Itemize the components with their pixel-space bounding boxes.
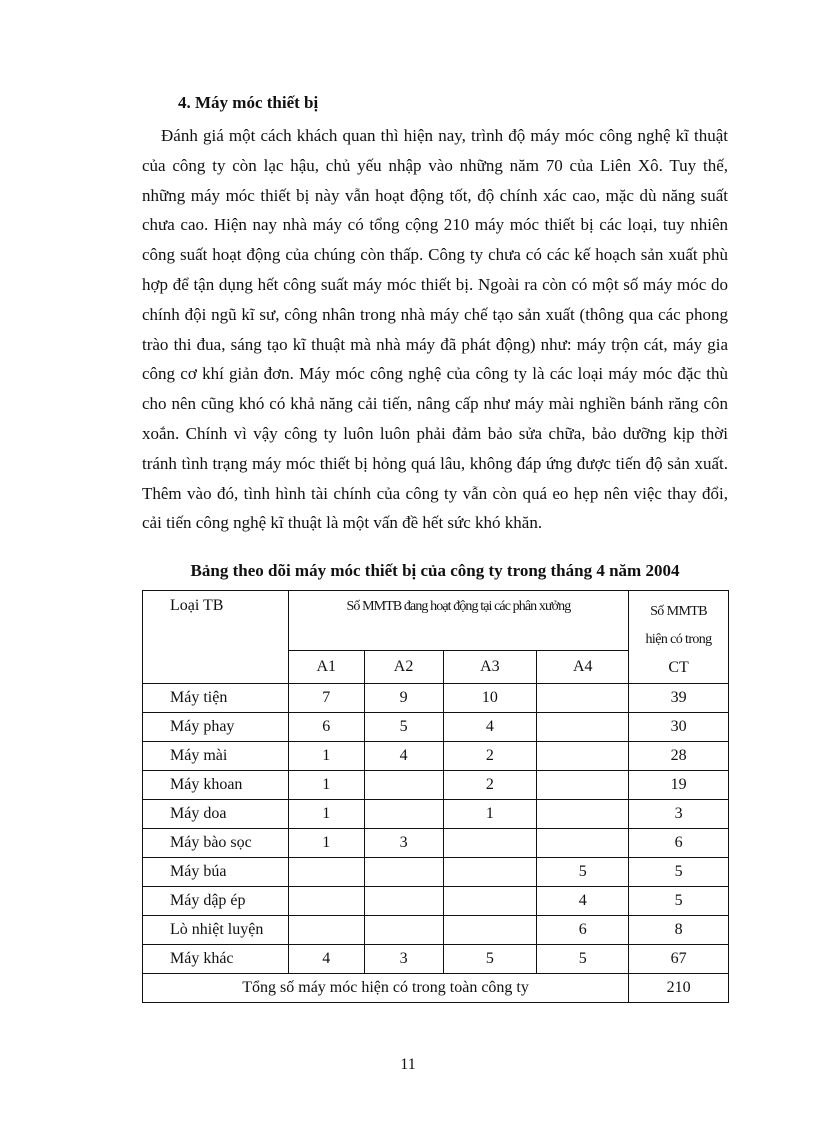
count-a2: 3 bbox=[364, 945, 443, 974]
count-a1 bbox=[288, 858, 364, 887]
count-total: 3 bbox=[629, 800, 729, 829]
header-total-line-2: hiện có trong bbox=[645, 632, 712, 647]
count-a2 bbox=[364, 771, 443, 800]
equipment-name: Máy tiện bbox=[143, 684, 289, 713]
count-a1 bbox=[288, 916, 364, 945]
table-caption: Bảng theo dõi máy móc thiết bị của công ty trong tháng 4 năm 2004 bbox=[190, 561, 680, 580]
count-a2: 9 bbox=[364, 684, 443, 713]
count-total: 30 bbox=[629, 713, 729, 742]
table-footer-row bbox=[143, 974, 729, 1003]
header-total-line-3: CT bbox=[668, 659, 689, 676]
count-a3: 2 bbox=[443, 771, 537, 800]
count-a1: 1 bbox=[288, 800, 364, 829]
count-a3: 2 bbox=[443, 742, 537, 771]
equipment-name: Lò nhiệt luyện bbox=[143, 916, 289, 945]
equipment-name: Máy mài bbox=[143, 742, 289, 771]
count-a4 bbox=[537, 713, 629, 742]
count-a3 bbox=[443, 916, 537, 945]
count-a2 bbox=[364, 858, 443, 887]
table-row bbox=[143, 916, 729, 945]
count-a4 bbox=[537, 742, 629, 771]
count-a1: 1 bbox=[288, 742, 364, 771]
body-paragraph-text: Đánh giá một cách khách quan thì hiện nay, trình độ máy móc công nghệ kĩ thuật của công ty còn lạc hậu, chủ yếu nhập vào những năm 70 của Liên Xô. Tuy thế, những máy móc thiết bị này vẫn hoạt động tốt, độ chính xác cao, mặc dù năng suất chưa cao. Hiện nay nhà máy có tổng cộng 210 máy móc thiết bị các loại, tuy nhiên công suất hoạt động của chúng còn thấp. Công ty chưa có các kế hoạch sản xuất phù hợp để tận dụng hết công suất máy móc thiết bị. Ngoài ra còn có một số máy móc do chính đội ngũ kĩ sư, công nhân trong nhà máy chế tạo sản xuất (thông qua các phong trào thi đua, sáng tạo kĩ thuật mà nhà máy đã phát động) như: máy trộn cát, máy gia công cơ khí giản đơn. Máy móc công nghệ của công ty là các loại máy móc đặc thù cho nên cũng khó có khả năng cải tiến, nâng cấp như máy mài nghiền bánh răng côn xoắn. Chính vì vậy công ty luôn luôn phải đảm bảo sửa chữa, bảo dưỡng kịp thời tránh tình trạng máy móc thiết bị hỏng quá lâu, không đáp ứng được tiến độ sản xuất. Thêm vào đó, tình hình tài chính của công ty vẫn còn quá eo hẹp nên việc thay đổi, cải tiến công nghệ kĩ thuật là một vấn đề hết sức khó khăn. bbox=[142, 126, 728, 533]
table-row bbox=[143, 858, 729, 887]
equipment-name: Máy dập ép bbox=[143, 887, 289, 916]
equipment-name: Máy bào sọc bbox=[143, 829, 289, 858]
table-row bbox=[143, 887, 729, 916]
count-a4 bbox=[537, 829, 629, 858]
count-a4: 6 bbox=[537, 916, 629, 945]
count-a1: 7 bbox=[288, 684, 364, 713]
count-total: 6 bbox=[629, 829, 729, 858]
section-heading: 4. Máy móc thiết bị bbox=[178, 93, 319, 112]
count-a3: 1 bbox=[443, 800, 537, 829]
count-a3 bbox=[443, 829, 537, 858]
count-a2 bbox=[364, 916, 443, 945]
count-total: 39 bbox=[629, 684, 729, 713]
table-row bbox=[143, 829, 729, 858]
equipment-name: Máy doa bbox=[143, 800, 289, 829]
count-a4 bbox=[537, 771, 629, 800]
count-a3: 5 bbox=[443, 945, 537, 974]
header-a2: A2 bbox=[364, 650, 443, 683]
count-total: 28 bbox=[629, 742, 729, 771]
header-a4: A4 bbox=[537, 650, 629, 683]
count-a3: 10 bbox=[443, 684, 537, 713]
count-a4: 5 bbox=[537, 858, 629, 887]
count-a2 bbox=[364, 800, 443, 829]
count-a2 bbox=[364, 887, 443, 916]
table-row bbox=[143, 713, 729, 742]
header-equipment-type: Loại TB bbox=[143, 591, 289, 684]
count-a3 bbox=[443, 858, 537, 887]
footer-label: Tổng số máy móc hiện có trong toàn công ty bbox=[143, 974, 629, 1003]
page-number: 11 bbox=[400, 1056, 416, 1073]
equipment-name: Máy búa bbox=[143, 858, 289, 887]
equipment-name: Máy phay bbox=[143, 713, 289, 742]
count-a2: 5 bbox=[364, 713, 443, 742]
count-a4 bbox=[537, 800, 629, 829]
count-a1: 1 bbox=[288, 829, 364, 858]
header-a1: A1 bbox=[288, 650, 364, 683]
count-a1: 1 bbox=[288, 771, 364, 800]
count-a1: 6 bbox=[288, 713, 364, 742]
count-total: 19 bbox=[629, 771, 729, 800]
table-row bbox=[143, 800, 729, 829]
table-row bbox=[143, 945, 729, 974]
count-a2: 4 bbox=[364, 742, 443, 771]
count-a1 bbox=[288, 887, 364, 916]
header-workshop-group: Số MMTB đang hoạt động tại các phân xưởng bbox=[288, 591, 628, 651]
count-a3 bbox=[443, 887, 537, 916]
table-row bbox=[143, 771, 729, 800]
table-header-row bbox=[143, 591, 729, 651]
count-a4: 5 bbox=[537, 945, 629, 974]
count-a4 bbox=[537, 684, 629, 713]
count-a1: 4 bbox=[288, 945, 364, 974]
footer-total: 210 bbox=[629, 974, 729, 1003]
header-company-total bbox=[629, 591, 729, 684]
count-total: 67 bbox=[629, 945, 729, 974]
equipment-table bbox=[142, 590, 729, 1003]
count-total: 5 bbox=[629, 887, 729, 916]
count-a2: 3 bbox=[364, 829, 443, 858]
count-total: 5 bbox=[629, 858, 729, 887]
equipment-name: Máy khoan bbox=[143, 771, 289, 800]
count-a4: 4 bbox=[537, 887, 629, 916]
body-paragraph bbox=[142, 121, 728, 538]
table-row bbox=[143, 684, 729, 713]
header-a3: A3 bbox=[443, 650, 537, 683]
table-row bbox=[143, 742, 729, 771]
equipment-name: Máy khác bbox=[143, 945, 289, 974]
count-total: 8 bbox=[629, 916, 729, 945]
header-total-line-1: Số MMTB bbox=[650, 604, 707, 619]
count-a3: 4 bbox=[443, 713, 537, 742]
